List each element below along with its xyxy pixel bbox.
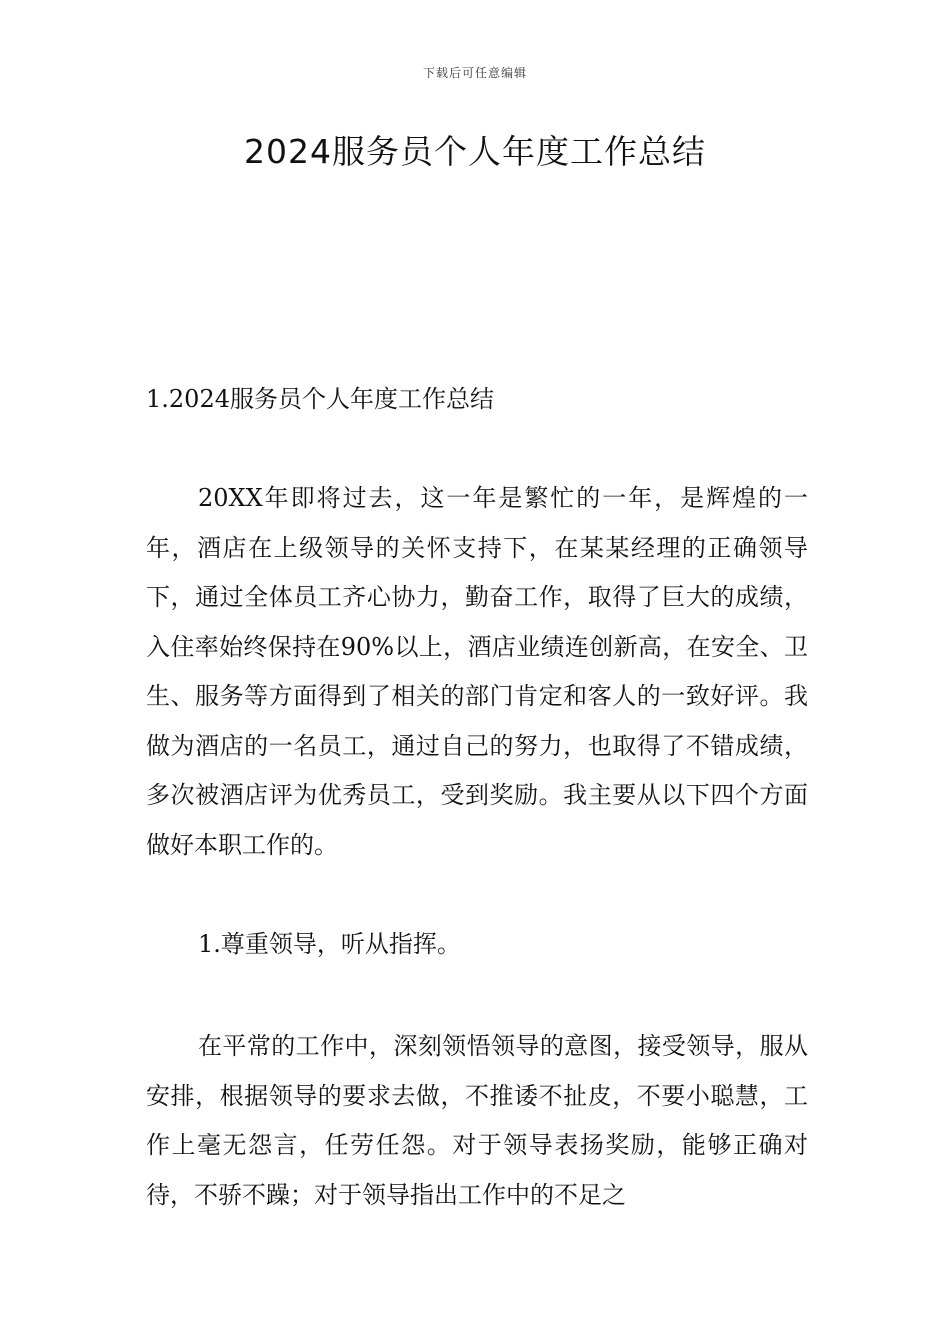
header-note: 下载后可任意编辑: [422, 66, 527, 80]
paragraph-intro: 20XX年即将过去，这一年是繁忙的一年，是辉煌的一年，酒店在上级领导的关怀支持下，在某某经理的正确领导下，通过全体员工齐心协力，勤奋工作，取得了巨大的成绩，入住率始终保持在90%以上，酒店业绩连创新高，在安全、卫生、服务等方面得到了相关的部门肯定和客人的一致好评。我做为酒店的一名员工，通过自己的努力，也取得了不错成绩，多次被酒店评为优秀员工，受到奖励。我主要从以下四个方面做好本职工作的。: [146, 484, 808, 859]
item-heading-respect-leadership: 1.尊重领导，听从指挥。: [198, 930, 461, 958]
section-heading: 1.2024服务员个人年度工作总结: [146, 385, 494, 413]
document-title: 2024服务员个人年度工作总结: [244, 132, 706, 171]
paragraph-respect-leadership: 在平常的工作中，深刻领悟领导的意图，接受领导，服从安排，根据领导的要求去做，不推诿不扯皮，不要小聪慧，工作上毫无怨言，任劳任怨。对于领导表扬奖励，能够正确对待，不骄不躁；对于领导指出工作中的不足之: [146, 1032, 808, 1209]
